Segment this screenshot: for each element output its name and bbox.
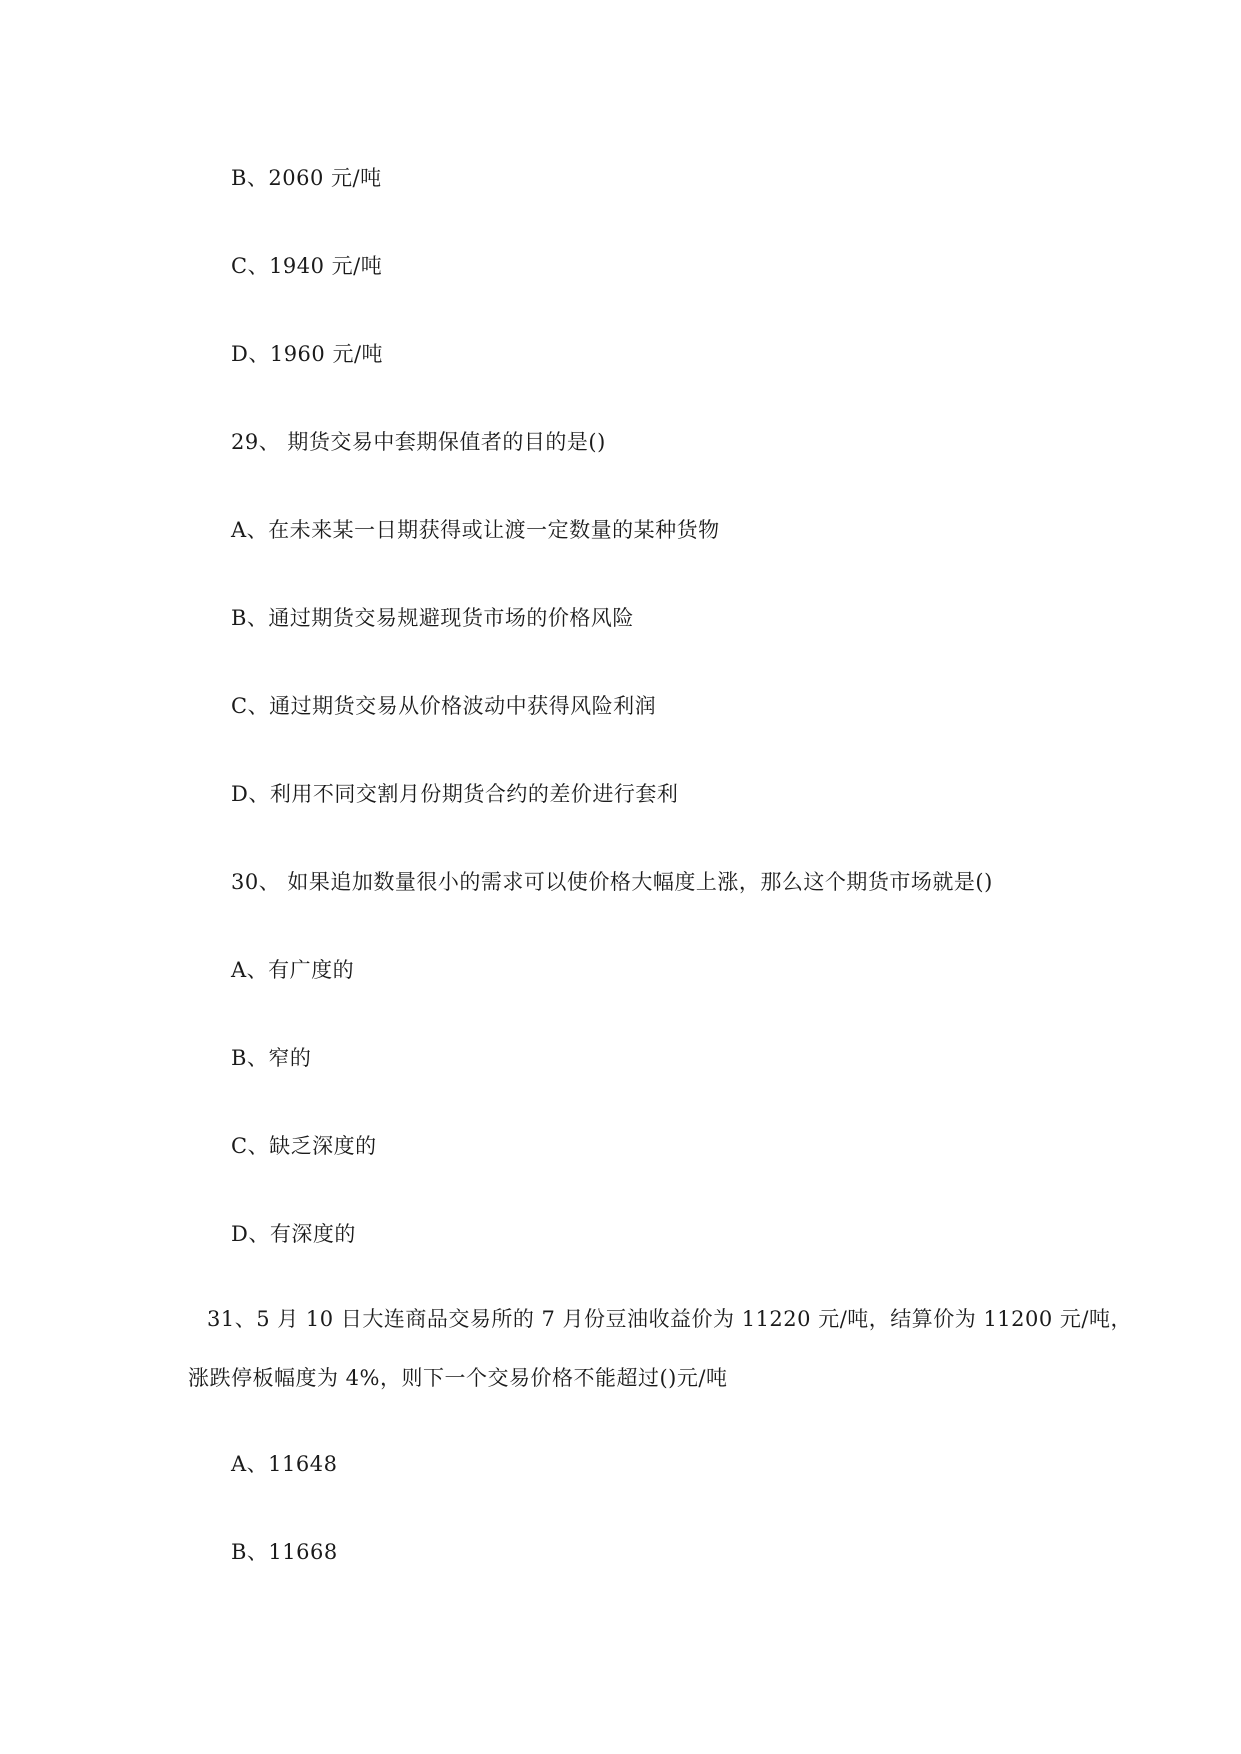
q29-option-a: A、在未来某一日期获得或让渡一定数量的某种货物 [231, 518, 720, 542]
q31-option-b: B、11668 [231, 1540, 338, 1564]
q28-option-c: C、1940 元/吨 [231, 254, 383, 278]
q29-option-b: B、通过期货交易规避现货市场的价格风险 [231, 606, 634, 630]
question-30: 30、 如果追加数量很小的需求可以使价格大幅度上涨，那么这个期货市场就是() [231, 870, 993, 894]
q31-option-a: A、11648 [231, 1452, 338, 1476]
q28-option-b: B、2060 元/吨 [231, 166, 382, 190]
question-31-line-1: 31、5 月 10 日大连商品交易所的 7 月份豆油收益价为 11220 元/吨，结算价为 11200 元/吨， [207, 1307, 1132, 1331]
q30-option-d: D、有深度的 [231, 1222, 356, 1246]
q29-option-c: C、通过期货交易从价格波动中获得风险利润 [231, 694, 657, 718]
q30-option-b: B、窄的 [231, 1046, 312, 1070]
q30-option-c: C、缺乏深度的 [231, 1134, 377, 1158]
question-31-line-2: 涨跌停板幅度为 4%，则下一个交易价格不能超过()元/吨 [188, 1366, 728, 1390]
q28-option-d: D、1960 元/吨 [231, 342, 384, 366]
q29-option-d: D、利用不同交割月份期货合约的差价进行套利 [231, 782, 679, 806]
q30-option-a: A、有广度的 [231, 958, 355, 982]
question-29: 29、 期货交易中套期保值者的目的是() [231, 430, 606, 454]
